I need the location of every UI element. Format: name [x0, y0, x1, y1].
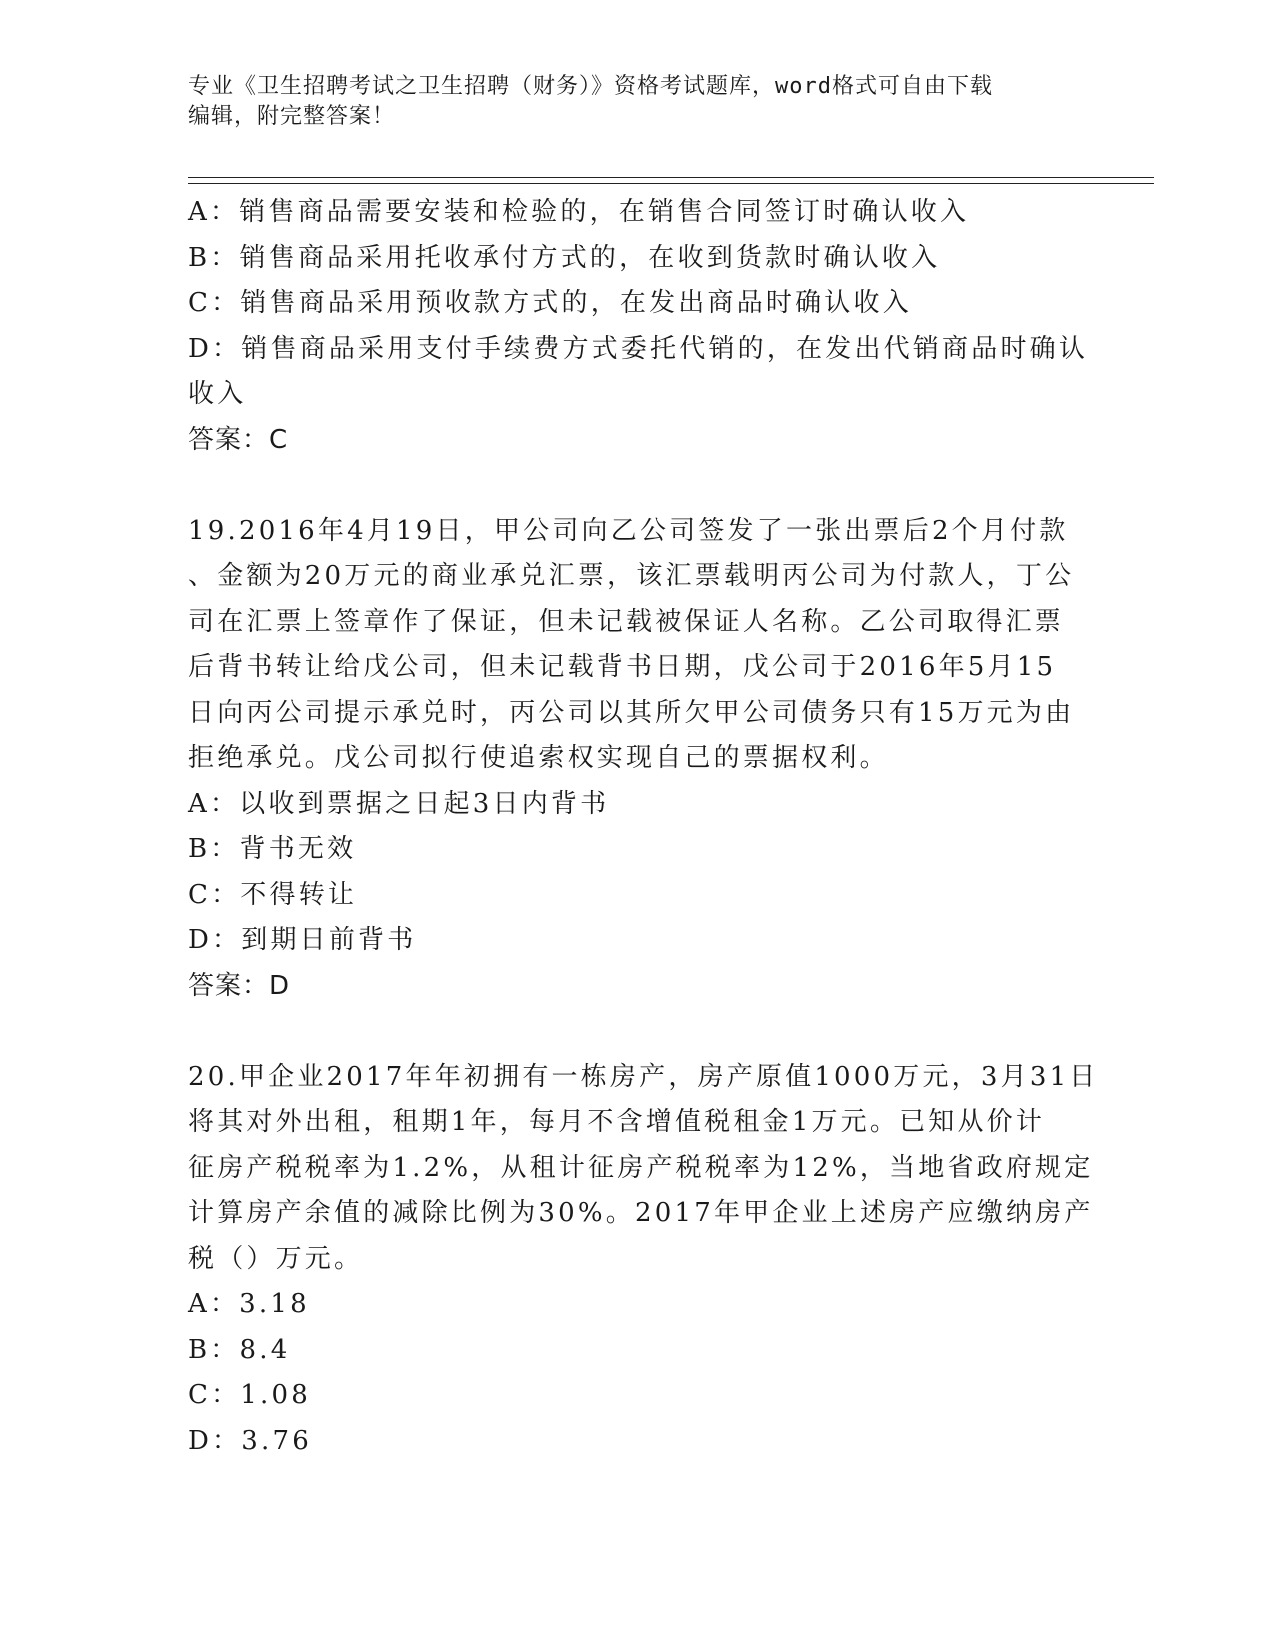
answer-label: 答案：D — [188, 970, 291, 1001]
header-line-2: 编辑，附完整答案！ — [188, 104, 396, 129]
question-stem-line: 后背书转让给戊公司，但未记载背书日期，戊公司于2016年5月15 — [188, 652, 1057, 682]
question-content — [188, 190, 1099, 1464]
question-stem-line: 20.甲企业2017年年初拥有一栋房产，房产原值1000万元，3月31日 — [188, 1061, 1099, 1092]
option-b: B：销售商品采用托收承付方式的，在收到货款时确认收入 — [188, 242, 941, 273]
document-header — [188, 72, 1068, 132]
option-d-continued: 收入 — [188, 379, 247, 409]
option-a: A：3.18 — [188, 1289, 310, 1319]
header-divider-top — [188, 177, 1154, 178]
option-b: B：背书无效 — [188, 834, 357, 864]
option-c: C：不得转让 — [188, 879, 358, 910]
option-a: A：以收到票据之日起3日内背书 — [188, 788, 610, 819]
question-stem-line: 19.2016年4月19日，甲公司向乙公司签发了一张出票后2个月付款 — [188, 515, 1069, 546]
question-20 — [188, 1055, 1099, 1465]
question-stem-line: 将其对外出租，租期1年，每月不含增值税租金1万元。已知从价计 — [188, 1107, 1046, 1137]
option-c: C：销售商品采用预收款方式的，在发出商品时确认收入 — [188, 288, 912, 318]
option-a: A：销售商品需要安装和检验的，在销售合同签订时确认收入 — [188, 197, 970, 227]
spacer — [188, 1009, 1088, 1055]
answer-label: 答案：C — [188, 424, 289, 455]
question-stem-line: 税（）万元。 — [188, 1243, 364, 1274]
question-stem-line: 日向丙公司提示承兑时，丙公司以其所欠甲公司债务只有15万元为由 — [188, 697, 1075, 728]
header-line-1: 专业《卫生招聘考试之卫生招聘（财务）》资格考试题库，word格式可自由下载 — [188, 74, 993, 99]
question-stem-line: 计算房产余值的减除比例为30%。2017年甲企业上述房产应缴纳房产 — [188, 1198, 1094, 1228]
question-19 — [188, 509, 1088, 1010]
header-divider-bottom — [188, 183, 1154, 184]
option-d: D：3.76 — [188, 1425, 312, 1456]
option-b: B：8.4 — [188, 1334, 291, 1365]
question-stem-line: 、金额为20万元的商业承兑汇票，该汇票载明丙公司为付款人，丁公 — [188, 561, 1075, 591]
question-stem-line: 拒绝承兑。戊公司拟行使追索权实现自己的票据权利。 — [188, 743, 889, 773]
question-18 — [188, 190, 1088, 463]
option-c: C：1.08 — [188, 1380, 311, 1410]
option-d: D：销售商品采用支付手续费方式委托代销的，在发出代销商品时确认 — [188, 333, 1089, 364]
spacer — [188, 463, 1088, 509]
question-stem-line: 征房产税税率为1.2%，从租计征房产税税率为12%，当地省政府规定 — [188, 1152, 1094, 1183]
question-stem-line: 司在汇票上签章作了保证，但未记载被保证人名称。乙公司取得汇票 — [188, 606, 1065, 637]
option-d: D：到期日前背书 — [188, 925, 417, 955]
